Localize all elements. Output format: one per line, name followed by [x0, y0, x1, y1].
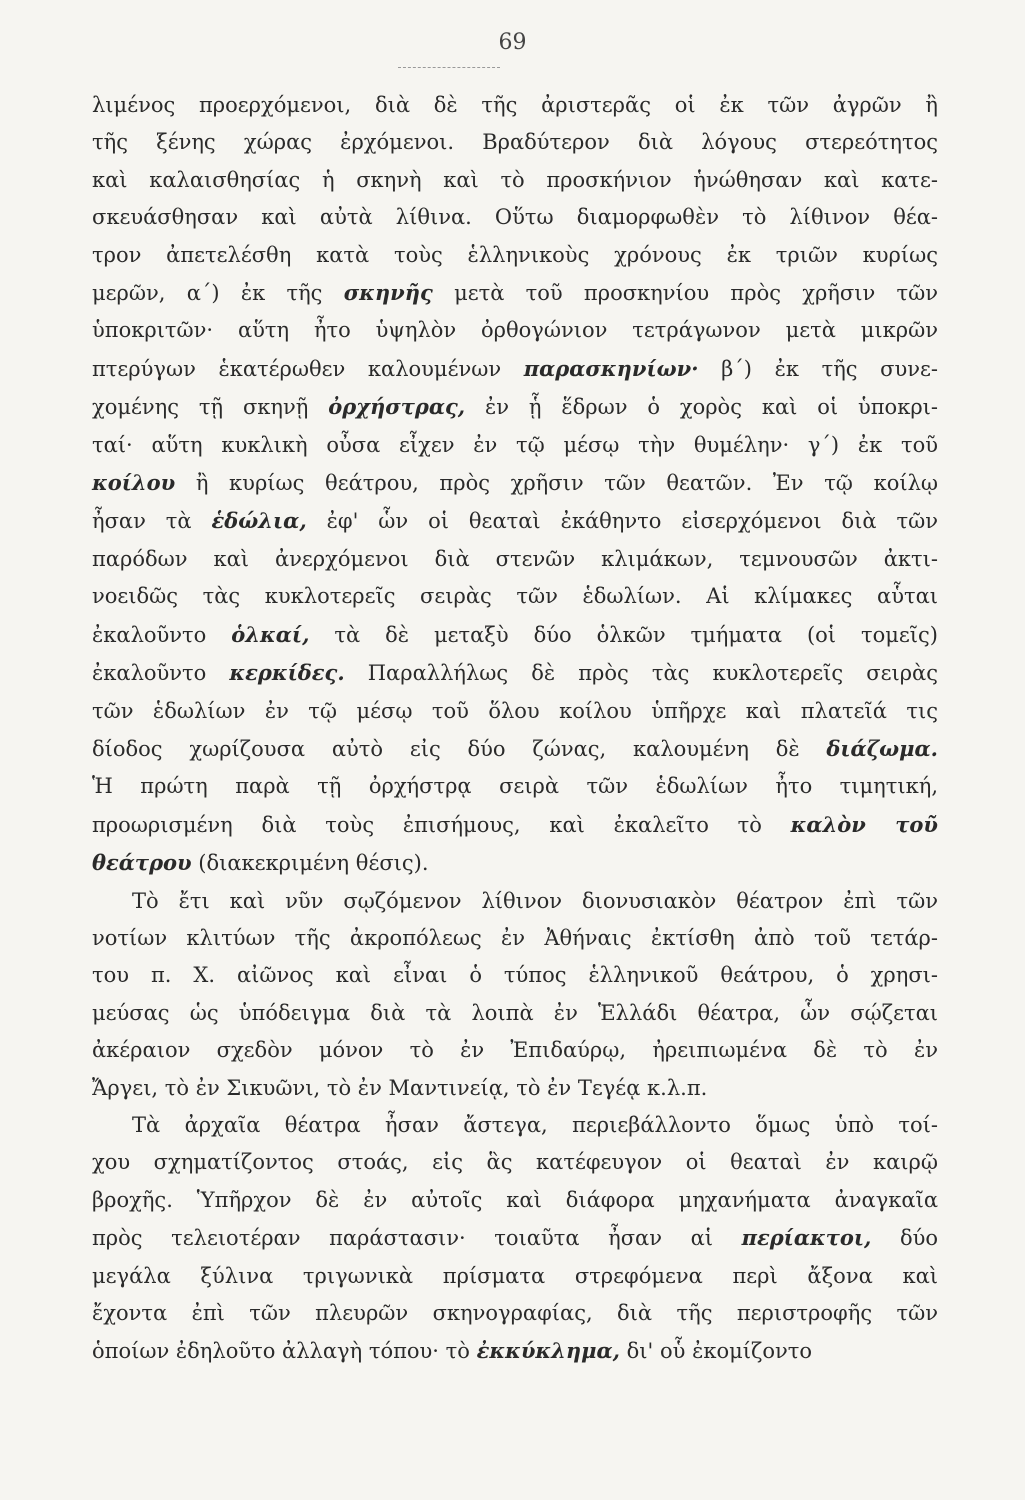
text-line — [92, 1107, 938, 1144]
text-line — [92, 616, 938, 654]
emphasized-term: θεάτρου — [92, 850, 192, 876]
text-segment: τῆς ξένης χώρας ἐρχόμενοι. Βραδύτερον διὰ λόγους στερεότητος — [92, 130, 938, 155]
text-segment: καὶ καλαισθησίας ἡ σκηνὴ καὶ τὸ προσκήνιον ἡνώθησαν καὶ κατε- — [92, 167, 938, 192]
text-segment: ἢ κυρίως θεάτρου, πρὸς χρῆσιν τῶν θεατῶν. Ἐν τῷ κοίλῳ — [175, 471, 938, 496]
text-segment: πρὸς τελειοτέραν παράστασιν· τοιαῦτα ἦσαν αἱ — [92, 1226, 742, 1251]
text-line — [92, 427, 938, 464]
text-line — [92, 693, 938, 730]
text-segment: ἐφ' ὧν οἱ θεαταὶ ἐκάθηντο εἰσερχόμενοι διὰ τῶν — [306, 509, 938, 534]
text-line — [92, 388, 938, 426]
text-segment: μερῶν, α΄) ἐκ τῆς — [92, 281, 344, 306]
text-line — [92, 274, 938, 312]
header-rule — [398, 67, 500, 68]
text-line — [92, 1332, 938, 1370]
text-segment: χομένης τῇ σκηνῇ — [92, 395, 329, 420]
text-segment: χου σχηματίζοντος στοάς, εἰς ἃς κατέφευγον οἱ θεαταὶ ἐν καιρῷ — [92, 1150, 938, 1175]
text-segment: Παραλλήλως δὲ πρὸς τὰς κυκλοτερεῖς σειρὰς — [344, 661, 938, 686]
text-line — [92, 502, 938, 540]
text-line — [92, 541, 938, 578]
text-segment: μετὰ τοῦ προσκηνίου πρὸς χρῆσιν τῶν — [432, 281, 938, 306]
text-segment: ταί· αὕτη κυκλικὴ οὖσα εἶχεν ἐν τῷ μέσῳ τὴν θυμέλην· γ΄) ἐκ τοῦ — [92, 432, 938, 457]
text-segment: δύο — [871, 1226, 938, 1251]
text-line — [92, 844, 938, 882]
text-line — [92, 957, 938, 994]
text-line — [92, 806, 938, 844]
text-segment: δι' οὗ ἐκομίζοντο — [619, 1339, 813, 1364]
text-line — [92, 920, 938, 957]
text-segment: προωρισμένη διὰ τοὺς ἐπισήμους, καὶ ἐκαλεῖτο τὸ — [92, 812, 791, 837]
text-segment: νοτίων κλιτύων τῆς ἀκροπόλεως ἐν Ἀθήναις ἐκτίσθη ἀπὸ τοῦ τετάρ- — [92, 925, 938, 950]
text-line — [92, 883, 938, 920]
text-segment: ὁποίων ἐδηλοῦτο ἀλλαγὴ τόπου· τὸ — [92, 1339, 477, 1364]
text-segment: Τὰ ἀρχαῖα θέατρα ἦσαν ἄστεγα, περιεβάλλοντο ὅμως ὑπὸ τοί- — [132, 1112, 938, 1137]
text-segment: ἀκέραιον σχεδὸν μόνον τὸ ἐν Ἐπιδαύρῳ, ἠρειπιωμένα δὲ τὸ ἐν — [92, 1038, 938, 1063]
text-line — [92, 124, 938, 161]
emphasized-term: κοίλου — [92, 470, 176, 496]
text-segment: Ἄργει, τὸ ἐν Σικυῶνι, τὸ ἐν Μαντινείᾳ, τὸ ἐν Τεγέᾳ κ.λ.π. — [92, 1075, 708, 1100]
text-segment: μεγάλα ξύλινα τριγωνικὰ πρίσματα στρεφόμενα περὶ ἄξονα καὶ — [92, 1263, 938, 1288]
text-line — [92, 162, 938, 199]
text-line — [92, 1070, 938, 1107]
emphasized-term: ὀρχήστρας, — [328, 394, 466, 420]
text-line — [92, 199, 938, 236]
emphasized-term: ὁλκαί, — [231, 621, 310, 647]
emphasized-term: περίακτοι, — [741, 1225, 872, 1251]
text-line — [92, 237, 938, 274]
page-number: 69 — [498, 30, 527, 55]
text-segment: τὰ δὲ μεταξὺ δύο ὁλκῶν τμήματα (οἱ τομεῖς) — [309, 622, 938, 647]
text-segment: τρον ἀπετελέσθη κατὰ τοὺς ἑλληνικοὺς χρόνους ἐκ τριῶν κυρίως — [92, 242, 938, 267]
text-line — [92, 1295, 938, 1332]
emphasized-term: ἐκκύκλημα, — [476, 1338, 620, 1364]
text-segment: ἔχοντα ἐπὶ τῶν πλευρῶν σκηνογραφίας, διὰ τῆς περιστροφῆς τῶν — [92, 1301, 938, 1325]
text-line — [92, 1219, 938, 1257]
text-segment: (διακεκριμένη θέσις). — [191, 851, 429, 876]
text-segment: σκευάσθησαν καὶ αὐτὰ λίθινα. Οὕτω διαμορφωθὲν τὸ λίθινον θέα- — [92, 205, 938, 230]
emphasized-term: παρασκηνίων· — [523, 355, 699, 381]
text-line — [92, 1258, 938, 1295]
text-segment: ὑποκριτῶν· αὕτη ἦτο ὑψηλὸν ὀρθογώνιον τετράγωνον μετὰ μικρῶν — [92, 318, 938, 343]
text-segment: λιμένος προερχόμενοι, διὰ δὲ τῆς ἀριστερᾶς οἱ ἐκ τῶν ἀγρῶν ἢ — [92, 93, 938, 117]
text-segment: τῶν ἑδωλίων ἐν τῷ μέσῳ τοῦ ὅλου κοίλου ὑπῆρχε καὶ πλατεῖά τις — [92, 698, 938, 723]
text-segment: μεύσας ὡς ὑπόδειγμα διὰ τὰ λοιπὰ ἐν Ἑλλάδι θέατρα, ὧν σῴζεται — [92, 1000, 938, 1025]
text-segment: παρόδων καὶ ἀνερχόμενοι διὰ στενῶν κλιμάκων, τεμνουσῶν ἀκτι- — [92, 546, 938, 571]
emphasized-term: σκηνῆς — [343, 280, 433, 306]
emphasized-term: διάζωμα. — [826, 735, 938, 761]
text-segment: ἐκαλοῦντο — [92, 622, 232, 647]
text-segment: ἐν ᾗ ἕδρων ὁ χορὸς καὶ οἱ ὑποκρι- — [465, 395, 938, 420]
text-line — [92, 1182, 938, 1219]
text-segment: ἦσαν τὰ — [92, 509, 212, 534]
text-segment: ἐκαλοῦντο — [92, 661, 230, 686]
emphasized-term: κερκίδες. — [229, 660, 345, 686]
text-segment: β΄) ἐκ τῆς συνε- — [698, 356, 939, 381]
text-line — [92, 768, 938, 805]
text-segment: του π. Χ. αἰῶνος καὶ εἶναι ὁ τύπος ἑλληνικοῦ θεάτρου, ὁ χρησι- — [92, 963, 938, 988]
text-line — [92, 1144, 938, 1181]
emphasized-term: καλὸν τοῦ — [790, 811, 938, 837]
text-line — [92, 578, 938, 615]
emphasized-term: ἑδώλια, — [211, 508, 307, 534]
text-line — [92, 730, 938, 768]
text-line — [92, 312, 938, 349]
text-line — [92, 654, 938, 692]
text-segment: βροχῆς. Ὑπῆρχον δὲ ἐν αὐτοῖς καὶ διάφορα μηχανήματα ἀναγκαῖα — [92, 1187, 938, 1212]
text-segment: Τὸ ἔτι καὶ νῦν σῳζόμενον λίθινον διονυσιακὸν θέατρον ἐπὶ τῶν — [132, 888, 938, 913]
text-segment: Ἡ πρώτη παρὰ τῇ ὀρχήστρᾳ σειρὰ τῶν ἑδωλίων ἦτο τιμητική, — [92, 774, 938, 799]
text-line — [92, 87, 938, 124]
text-line — [92, 995, 938, 1032]
text-line — [92, 464, 938, 502]
text-line — [92, 1032, 938, 1069]
text-line — [92, 350, 938, 388]
text-segment: πτερύγων ἑκατέρωθεν καλουμένων — [92, 356, 524, 381]
body-text — [92, 87, 938, 1371]
text-segment: δίοδος χωρίζουσα αὐτὸ εἰς δύο ζώνας, καλουμένη δὲ — [92, 736, 827, 761]
text-segment: νοειδῶς τὰς κυκλοτερεῖς σειρὰς τῶν ἑδωλίων. Αἱ κλίμακες αὗται — [92, 584, 938, 609]
